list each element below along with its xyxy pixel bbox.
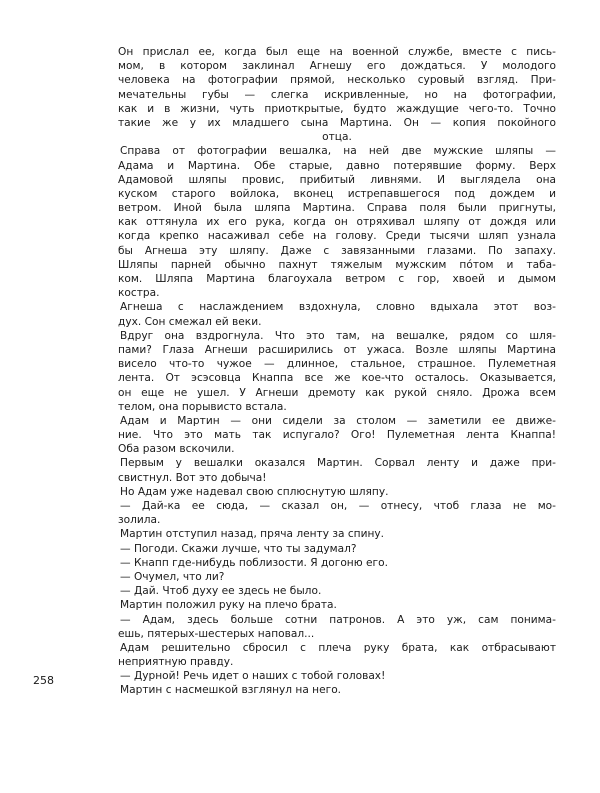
text-line: — Дурной! Речь идет о наших с тобой головах! <box>120 670 386 683</box>
text-line: костра. <box>118 287 160 300</box>
text-line: — Дай. Чтоб духу ее здесь не было. <box>120 585 322 598</box>
text-line: Адам и Мартин — они сидели за столом — заметили ее движе- <box>120 414 556 427</box>
text-line: Он прислал ее, когда был еще на военной службе, вместе с пись- <box>118 46 556 58</box>
body-text <box>118 45 556 698</box>
text-line: Мартин положил руку на плечо брата. <box>120 599 337 612</box>
text-line: мом, в котором заклинал Агнешу его дождаться. У молодого <box>118 60 556 73</box>
text-line: как и в жизни, чуть приоткрытые, будто жаждущие чего-то. Точно <box>118 102 556 115</box>
text-line: — Дай-ка ее сюда, — сказал он, — отнесу, чтоб глаза не мо- <box>120 500 556 512</box>
text-line: Первым у вешалки оказался Мартин. Сорвал ленту и даже при- <box>120 457 556 470</box>
text-line: ветром. Иной была шляпа Мартина. Справа поля были пригнуты, <box>118 202 556 215</box>
text-line: Мартин с насмешкой взглянул на него. <box>120 684 342 697</box>
text-line: пами? Глаза Агнеши расширились от ужаса. Возле шляпы Мартина <box>118 343 556 356</box>
text-line: Справа от фотографии вешалка, на ней две мужские шляпы — <box>120 145 556 158</box>
text-line: — Адам, здесь больше сотни патронов. А это уж, сам понима- <box>120 613 556 626</box>
text-line: дух. Сон смежал ей веки. <box>118 315 262 328</box>
text-line: мечательны губы — слегка искривленные, но на фотографии, <box>118 88 556 101</box>
text-line: такие же у их младшего сына Мартина. Он — копия покойного <box>118 116 556 129</box>
text-line: ком. Шляпа Мартина благоухала ветром с гор, хвоей и дымом <box>118 273 556 285</box>
text-line: ешь, пятерых-шестерых наповал... <box>118 627 315 640</box>
text-line: Адама и Мартина. Обе старые, давно потерявшие форму. Верх <box>118 159 556 172</box>
text-line: — Кнапп где-нибудь поблизости. Я догоню его. <box>120 556 388 569</box>
text-line: Адам решительно сбросил с плеча руку брата, как отбрасывают <box>120 641 556 654</box>
text-line: Шляпы парней обычно пахнут тяжелым мужским пóтом и таба- <box>118 258 556 271</box>
text-line: человека на фотографии прямой, несколько суровый взгляд. При- <box>118 74 556 87</box>
text-line: лента. От эсэсовца Кнаппа все же кое-что осталось. Оказывается, <box>118 372 556 385</box>
text-line: куском старого войлока, вконец истрепавшегося под дождем и <box>118 187 556 200</box>
text-line: золила. <box>118 514 161 527</box>
text-line: — Очумел, что ли? <box>120 570 225 583</box>
text-line: — Погоди. Скажи лучше, что ты задумал? <box>120 542 357 555</box>
text-line: телом, она порывисто встала. <box>118 400 287 413</box>
text-line: ние. Что это мать так испугало? Ого! Пулеметная лента Кнаппа! <box>118 429 556 442</box>
text-line: Вдруг она вздрогнула. Что это там, на вешалке, рядом со шля- <box>120 329 556 342</box>
text-line: Агнеша с наслаждением вздохнула, словно вдыхала этот воз- <box>120 301 556 314</box>
page-number: 258 <box>33 674 54 687</box>
text-line: как оттянула их его рука, когда он отряхивал шляпу от дождя или <box>118 216 556 229</box>
text-line: когда крепко насаживал себе на голову. Среди тысячи шляп узнала <box>118 230 556 243</box>
text-line: Адамовой шляпы провис, прибитый ливнями. И выглядела она <box>118 173 556 186</box>
text-line: Но Адам уже надевал свою сплюснутую шляпу. <box>120 485 389 498</box>
text-line: свистнул. Вот это добыча! <box>118 471 267 484</box>
text-line: бы Агнеша эту шляпу. Даже с завязанными глазами. По запаху. <box>118 244 556 257</box>
text-line: отца. <box>322 131 352 144</box>
text-line: Оба разом вскочили. <box>118 443 235 456</box>
text-line: неприятную правду. <box>118 656 234 669</box>
text-line: Мартин отступил назад, пряча ленту за спину. <box>120 528 385 541</box>
text-line: висело что-то чужое — длинное, стальное, страшное. Пулеметная <box>118 358 556 371</box>
text-line: он еще не ушел. У Агнеши дремоту как рукой сняло. Дрожа всем <box>118 386 556 399</box>
